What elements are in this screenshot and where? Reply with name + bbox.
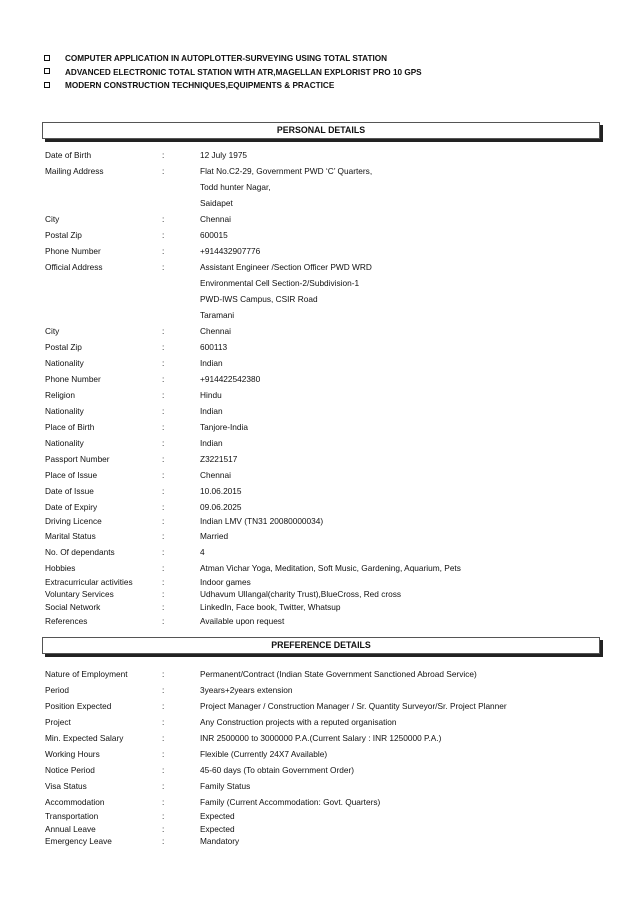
detail-value: Married xyxy=(200,530,229,541)
detail-value: +914432907776 xyxy=(200,246,261,256)
personal-details-list xyxy=(45,147,605,629)
detail-value: Taramani xyxy=(200,310,235,320)
detail-value: Any Construction projects with a reputed organisation xyxy=(200,717,397,727)
skill-item xyxy=(44,79,604,92)
detail-value: Hindu xyxy=(200,390,222,400)
detail-colon: : xyxy=(162,589,165,599)
detail-value: 12 July 1975 xyxy=(200,150,248,160)
detail-row xyxy=(45,371,605,387)
detail-row xyxy=(45,435,605,451)
detail-label: Marital Status xyxy=(45,530,96,541)
detail-label: Extracurricular activities xyxy=(45,576,133,587)
detail-label: Phone Number xyxy=(45,246,101,256)
detail-colon: : xyxy=(162,390,165,400)
detail-row xyxy=(45,419,605,435)
skills-list xyxy=(44,52,604,93)
detail-label: Postal Zip xyxy=(45,230,82,240)
detail-label: Period xyxy=(45,685,69,695)
detail-value: +914422542380 xyxy=(200,374,261,384)
detail-colon: : xyxy=(162,823,165,834)
detail-row xyxy=(45,339,605,355)
detail-colon: : xyxy=(162,685,165,695)
detail-colon: : xyxy=(162,576,165,587)
detail-label: Accommodation xyxy=(45,797,105,807)
section-heading: PERSONAL DETAILS xyxy=(276,125,366,135)
detail-row xyxy=(45,483,605,499)
detail-row xyxy=(45,243,605,259)
detail-row xyxy=(45,613,605,629)
detail-colon: : xyxy=(162,486,165,496)
detail-row xyxy=(45,730,605,746)
detail-label: Voluntary Services xyxy=(45,589,114,599)
detail-label: Working Hours xyxy=(45,749,100,759)
skill-item xyxy=(44,52,604,65)
detail-colon: : xyxy=(162,438,165,448)
detail-colon: : xyxy=(162,230,165,240)
detail-value: Family (Current Accommodation: Govt. Quarters) xyxy=(200,797,381,807)
detail-value: Indian xyxy=(200,438,223,448)
detail-colon: : xyxy=(162,811,165,821)
detail-label: Transportation xyxy=(45,811,99,821)
detail-row xyxy=(45,163,605,179)
detail-row xyxy=(45,451,605,467)
detail-row xyxy=(45,515,605,528)
detail-value: Chennai xyxy=(200,326,231,336)
detail-colon: : xyxy=(162,214,165,224)
detail-colon: : xyxy=(162,262,165,272)
detail-row xyxy=(45,387,605,403)
detail-value: 600113 xyxy=(200,342,228,352)
detail-colon: : xyxy=(162,342,165,352)
detail-label: Project xyxy=(45,717,71,727)
detail-value: Todd hunter Nagar, xyxy=(200,182,271,192)
detail-colon: : xyxy=(162,530,165,541)
detail-colon: : xyxy=(162,836,165,846)
detail-label: Social Network xyxy=(45,601,101,612)
detail-value: Indian LMV (TN31 20080000034) xyxy=(200,516,324,526)
detail-label: Hobbies xyxy=(45,562,76,573)
detail-label: Postal Zip xyxy=(45,342,82,352)
detail-label: Min. Expected Salary xyxy=(45,733,124,743)
detail-label: Visa Status xyxy=(45,781,87,791)
detail-colon: : xyxy=(162,470,165,480)
detail-row xyxy=(45,810,605,823)
detail-label: Notice Period xyxy=(45,765,95,775)
detail-label: Driving Licence xyxy=(45,516,102,526)
detail-value: Chennai xyxy=(200,214,231,224)
detail-colon: : xyxy=(162,616,165,626)
detail-value: Available upon request xyxy=(200,616,285,626)
checkbox-bullet-icon xyxy=(44,55,50,61)
detail-row xyxy=(45,195,605,211)
detail-colon: : xyxy=(162,406,165,416)
detail-value: 09.06.2025 xyxy=(200,502,242,512)
detail-label: Phone Number xyxy=(45,374,101,384)
detail-colon: : xyxy=(162,502,165,512)
detail-value: Environmental Cell Section-2/Subdivision-1 xyxy=(200,278,360,288)
detail-colon: : xyxy=(162,562,165,573)
detail-value: Expected xyxy=(200,811,235,821)
detail-value: Flat No.C2-29, Government PWD ‘C’ Quarters, xyxy=(200,166,373,176)
detail-colon: : xyxy=(162,516,165,526)
detail-label: Position Expected xyxy=(45,701,112,711)
detail-row xyxy=(45,403,605,419)
preference-details-list xyxy=(45,666,605,848)
detail-value: LinkedIn, Face book, Twitter, Whatsup xyxy=(200,601,341,612)
detail-row xyxy=(45,467,605,483)
detail-label: No. Of dependants xyxy=(45,546,115,557)
detail-label: Nature of Employment xyxy=(45,669,128,679)
preference-details-banner xyxy=(42,637,600,654)
detail-row xyxy=(45,794,605,810)
section-heading: PREFERENCE DETAILS xyxy=(271,640,371,650)
detail-row xyxy=(45,323,605,339)
detail-value: Permanent/Contract (Indian State Government Sanctioned Abroad Service) xyxy=(200,669,477,679)
detail-colon: : xyxy=(162,733,165,743)
detail-row xyxy=(45,499,605,515)
detail-value: 10.06.2015 xyxy=(200,486,242,496)
detail-value: Assistant Engineer /Section Officer PWD WRD xyxy=(200,262,372,272)
detail-colon: : xyxy=(162,326,165,336)
checkbox-bullet-icon xyxy=(44,82,50,88)
detail-value: Udhavum Ullangal(charity Trust),BlueCross, Red cross xyxy=(200,589,402,599)
detail-colon: : xyxy=(162,797,165,807)
detail-row xyxy=(45,835,605,848)
detail-value: INR 2500000 to 3000000 P.A.(Current Salary : INR 1250000 P.A.) xyxy=(200,733,442,743)
detail-value: Atman Vichar Yoga, Meditation, Soft Music, Gardening, Aquarium, Pets xyxy=(200,562,461,573)
detail-colon: : xyxy=(162,422,165,432)
detail-row xyxy=(45,259,605,275)
detail-colon: : xyxy=(162,765,165,775)
detail-label: Date of Expiry xyxy=(45,502,98,512)
detail-value: Indoor games xyxy=(200,576,251,587)
detail-label: Emergency Leave xyxy=(45,836,112,846)
detail-label: City xyxy=(45,326,60,336)
detail-colon: : xyxy=(162,166,165,176)
detail-row xyxy=(45,179,605,195)
detail-label: Date of Issue xyxy=(45,486,94,496)
skill-text: COMPUTER APPLICATION IN AUTOPLOTTER-SURVEYING USING TOTAL STATION xyxy=(65,54,388,63)
detail-row xyxy=(45,588,605,601)
detail-row xyxy=(45,275,605,291)
detail-value: Indian xyxy=(200,358,223,368)
detail-row xyxy=(45,528,605,544)
detail-row xyxy=(45,698,605,714)
detail-row xyxy=(45,762,605,778)
detail-label: Place of Birth xyxy=(45,422,95,432)
detail-colon: : xyxy=(162,246,165,256)
detail-row xyxy=(45,601,605,614)
detail-row xyxy=(45,147,605,163)
detail-value: Tanjore-India xyxy=(200,422,248,432)
detail-label: Place of Issue xyxy=(45,470,98,480)
detail-colon: : xyxy=(162,374,165,384)
detail-value: Project Manager / Construction Manager / Sr. Quantity Surveyor/Sr. Project Planner xyxy=(200,701,507,711)
detail-row xyxy=(45,544,605,560)
detail-label: Date of Birth xyxy=(45,150,92,160)
detail-label: Official Address xyxy=(45,262,103,272)
detail-row xyxy=(45,778,605,794)
detail-colon: : xyxy=(162,358,165,368)
detail-value: PWD-IWS Campus, CSIR Road xyxy=(200,294,318,304)
detail-value: Expected xyxy=(200,823,235,834)
detail-row xyxy=(45,682,605,698)
skill-item xyxy=(44,66,604,79)
detail-value: Z3221517 xyxy=(200,454,238,464)
detail-row xyxy=(45,714,605,730)
skill-text: ADVANCED ELECTRONIC TOTAL STATION WITH ATR,MAGELLAN EXPLORIST PRO 10 GPS xyxy=(65,67,422,77)
detail-row xyxy=(45,307,605,323)
detail-label: References xyxy=(45,616,88,626)
detail-colon: : xyxy=(162,669,165,679)
detail-row xyxy=(45,576,605,589)
detail-colon: : xyxy=(162,601,165,612)
detail-colon: : xyxy=(162,781,165,791)
checkbox-bullet-icon xyxy=(44,68,50,74)
detail-value: Flexible (Currently 24X7 Available) xyxy=(200,749,328,759)
detail-value: 3years+2years extension xyxy=(200,685,293,695)
detail-value: Chennai xyxy=(200,470,231,480)
detail-row xyxy=(45,211,605,227)
personal-details-banner xyxy=(42,122,600,139)
detail-label: Nationality xyxy=(45,406,84,416)
skill-text: MODERN CONSTRUCTION TECHNIQUES,EQUIPMENTS & PRACTICE xyxy=(65,81,335,90)
detail-colon: : xyxy=(162,749,165,759)
detail-colon: : xyxy=(162,150,165,160)
detail-label: City xyxy=(45,214,60,224)
detail-label: Religion xyxy=(45,390,75,400)
detail-row xyxy=(45,227,605,243)
detail-colon: : xyxy=(162,546,165,557)
detail-row xyxy=(45,291,605,307)
detail-label: Mailing Address xyxy=(45,166,104,176)
detail-colon: : xyxy=(162,454,165,464)
detail-value: 4 xyxy=(200,546,205,557)
detail-value: 600015 xyxy=(200,230,228,240)
detail-row xyxy=(45,823,605,836)
detail-value: Indian xyxy=(200,406,223,416)
detail-row xyxy=(45,746,605,762)
detail-colon: : xyxy=(162,701,165,711)
detail-label: Passport Number xyxy=(45,454,110,464)
detail-row xyxy=(45,355,605,371)
detail-row xyxy=(45,666,605,682)
detail-label: Nationality xyxy=(45,358,84,368)
detail-value: Saidapet xyxy=(200,198,233,208)
detail-label: Annual Leave xyxy=(45,823,96,834)
detail-value: Family Status xyxy=(200,781,251,791)
detail-row xyxy=(45,560,605,576)
detail-value: 45-60 days (To obtain Government Order) xyxy=(200,765,355,775)
detail-label: Nationality xyxy=(45,438,84,448)
detail-colon: : xyxy=(162,717,165,727)
detail-value: Mandatory xyxy=(200,836,240,846)
